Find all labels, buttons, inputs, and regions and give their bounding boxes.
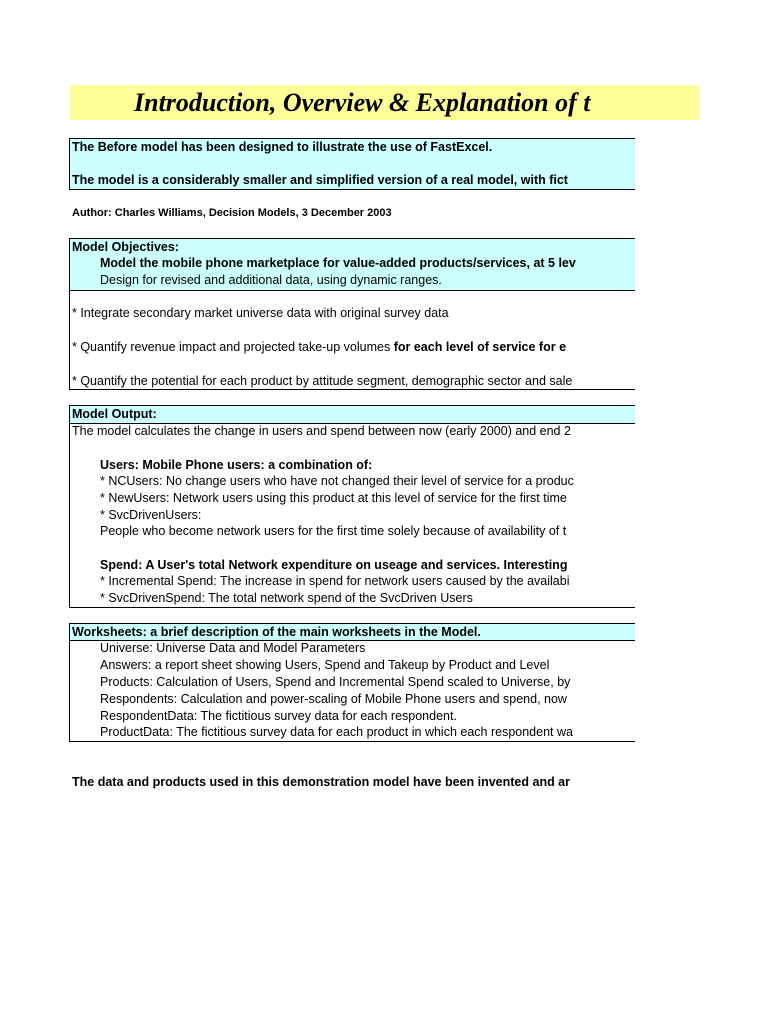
objectives-box bbox=[69, 238, 635, 390]
objectives-line-1: Model the mobile phone marketplace for value-added products/services, at 5 lev bbox=[100, 256, 576, 270]
worksheet-item-respondents: Respondents: Calculation and power-scaling of Mobile Phone users and spend, now bbox=[100, 692, 567, 706]
worksheets-heading: Worksheets: a brief description of the main worksheets in the Model. bbox=[72, 625, 481, 639]
output-box bbox=[69, 405, 635, 608]
objectives-bullet-1: * Integrate secondary market universe data with original survey data bbox=[72, 306, 449, 320]
worksheets-box bbox=[69, 623, 635, 742]
objectives-bullet-2-bold: for each level of service for e bbox=[393, 340, 567, 354]
spend-heading: Spend: A User's total Network expenditure on useage and services. Interesting bbox=[100, 558, 568, 572]
author-line: Author: Charles Williams, Decision Models, 3 December 2003 bbox=[72, 207, 392, 219]
users-heading: Users: Mobile Phone users: a combination of: bbox=[100, 458, 373, 472]
users-item-3: * SvcDrivenUsers: bbox=[100, 508, 202, 522]
users-item-1: * NCUsers: No change users who have not changed their level of service for a produc bbox=[100, 474, 574, 488]
output-intro: The model calculates the change in users and spend between now (early 2000) and end 2 bbox=[72, 424, 571, 438]
worksheet-item-universe: Universe: Universe Data and Model Parameters bbox=[100, 641, 366, 655]
intro-line-2: The model is a considerably smaller and simplified version of a real model, with fict bbox=[72, 173, 568, 187]
objectives-bullet-3: * Quantify the potential for each product by attitude segment, demographic sector and sale bbox=[72, 374, 573, 388]
objectives-bullet-2-text: * Quantify revenue impact and projected take-up volumes bbox=[72, 340, 394, 354]
users-item-4: People who become network users for the first time solely because of availability of t bbox=[100, 524, 567, 538]
intro-line-1: The Before model has been designed to illustrate the use of FastExcel. bbox=[72, 140, 493, 154]
intro-box bbox=[69, 138, 635, 190]
spend-item-2: * SvcDrivenSpend: The total network spend of the SvcDriven Users bbox=[100, 591, 473, 605]
objectives-heading: Model Objectives: bbox=[72, 240, 179, 254]
objectives-divider bbox=[70, 290, 635, 291]
output-heading: Model Output: bbox=[72, 407, 157, 421]
objectives-line-2: Design for revised and additional data, using dynamic ranges. bbox=[100, 273, 442, 287]
worksheet-item-productdata: ProductData: The fictitious survey data for each product in which each respondent wa bbox=[100, 725, 573, 739]
worksheet-item-products: Products: Calculation of Users, Spend and Incremental Spend scaled to Universe, by bbox=[100, 675, 571, 689]
footer-note: The data and products used in this demonstration model have been invented and ar bbox=[72, 775, 570, 789]
page-title: Introduction, Overview & Explanation of t bbox=[134, 88, 591, 117]
users-item-2: * NewUsers: Network users using this product at this level of service for the first time bbox=[100, 491, 567, 505]
worksheet-item-respondentdata: RespondentData: The fictitious survey data for each respondent. bbox=[100, 709, 457, 723]
spend-item-1: * Incremental Spend: The increase in spend for network users caused by the availabi bbox=[100, 574, 570, 588]
objectives-bullet-2 bbox=[72, 339, 566, 355]
worksheet-item-answers: Answers: a report sheet showing Users, Spend and Takeup by Product and Level bbox=[100, 658, 550, 672]
title-bar bbox=[70, 85, 700, 120]
